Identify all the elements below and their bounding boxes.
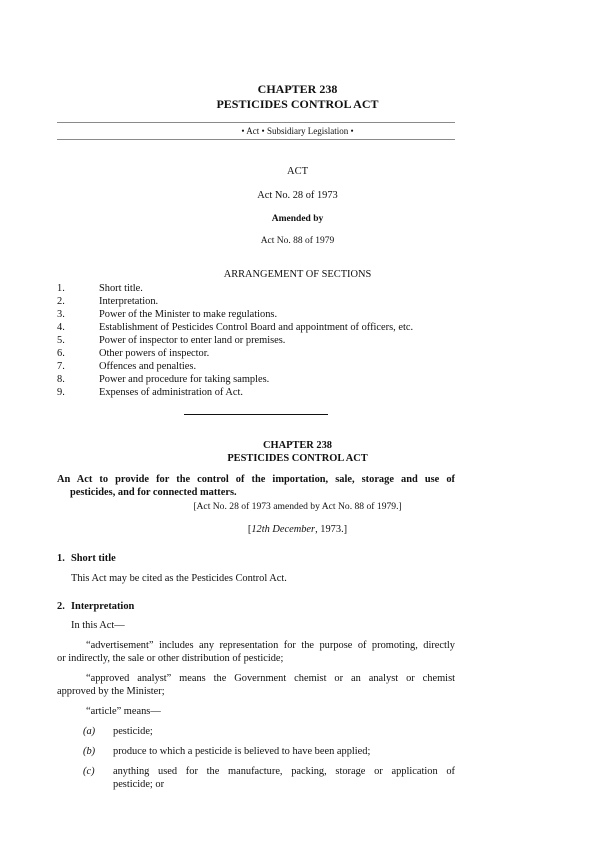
definition-article: “article” means— — [86, 706, 161, 717]
section-1-number: 1. — [57, 553, 65, 564]
body-chapter-heading: CHAPTER 238 — [263, 440, 332, 451]
section-number: 7. — [57, 361, 65, 372]
date-day: 12th December — [251, 524, 316, 535]
section-number: 2. — [57, 296, 65, 307]
section-link[interactable]: Expenses of administration of Act. — [99, 387, 243, 398]
act-heading: ACT — [287, 166, 308, 177]
section-link[interactable]: Power and procedure for taking samples. — [99, 374, 270, 385]
item-label: (c) — [83, 766, 95, 777]
section-link[interactable]: Power of inspector to enter land or premises. — [99, 335, 286, 346]
nav-bullet: • — [261, 126, 265, 136]
section-number: 8. — [57, 374, 65, 385]
commencement-date — [0, 524, 595, 535]
nav-bottom-divider — [57, 139, 455, 140]
nav-bullet: • — [350, 126, 354, 136]
definition-approved-analyst: “approved analyst” means the Government chemist or an analyst or chemist — [86, 673, 455, 684]
act-citation: [Act No. 28 of 1973 amended by Act No. 88 of 1979.] — [193, 501, 402, 512]
section-number: 9. — [57, 387, 65, 398]
item-text: anything used for the manufacture, packing, storage or application of — [113, 766, 455, 777]
act-number: Act No. 28 of 1973 — [257, 190, 338, 201]
section-1-text: This Act may be cited as the Pesticides Control Act. — [71, 573, 287, 584]
nav-link-act[interactable]: Act — [246, 126, 260, 136]
item-label: (b) — [83, 746, 96, 757]
nav-links — [0, 126, 595, 136]
section-number: 6. — [57, 348, 65, 359]
section-2-number: 2. — [57, 601, 65, 612]
chapter-heading: CHAPTER 238 — [257, 82, 338, 96]
section-link[interactable]: Interpretation. — [99, 296, 159, 307]
item-label: (a) — [83, 726, 96, 737]
body-act-title: PESTICIDES CONTROL ACT — [227, 453, 368, 464]
section-link[interactable]: Establishment of Pesticides Control Board and appointment of officers, etc. — [99, 322, 414, 333]
nav-bullet: • — [241, 126, 245, 136]
amended-by-label: Amended by — [271, 214, 324, 224]
item-text: produce to which a pesticide is believed to have been applied; — [113, 746, 371, 757]
arrangement-heading: ARRANGEMENT OF SECTIONS — [223, 269, 372, 280]
section-2-intro: In this Act— — [71, 620, 125, 631]
definition-advertisement: “advertisement” includes any representation for the purpose of promoting, directly — [86, 640, 455, 651]
section-link[interactable]: Power of the Minister to make regulations. — [99, 309, 278, 320]
section-number: 4. — [57, 322, 65, 333]
section-link[interactable]: Short title. — [99, 283, 143, 294]
section-2-heading: Interpretation — [71, 601, 135, 612]
section-link[interactable]: Other powers of inspector. — [99, 348, 210, 359]
long-title-line: An Act to provide for the control of the importation, sale, storage and use of — [57, 474, 455, 485]
date-bracket: [ — [247, 524, 252, 535]
act-title: PESTICIDES CONTROL ACT — [216, 97, 379, 111]
section-number: 5. — [57, 335, 65, 346]
section-1-heading: Short title — [71, 553, 116, 564]
nav-top-divider — [57, 122, 455, 123]
section-number: 1. — [57, 283, 65, 294]
section-link[interactable]: Offences and penalties. — [99, 361, 197, 372]
long-title-line: pesticides, and for connected matters. — [70, 487, 237, 498]
definition-advertisement-cont: or indirectly, the sale or other distribution of pesticide; — [57, 653, 284, 664]
amending-act: Act No. 88 of 1979 — [260, 236, 335, 246]
nav-link-subsidiary-legislation[interactable]: Subsidiary Legislation — [266, 126, 349, 136]
section-divider — [184, 414, 328, 415]
item-text-cont: pesticide; or — [113, 779, 165, 790]
definition-approved-analyst-cont: approved by the Minister; — [57, 686, 165, 697]
section-number: 3. — [57, 309, 65, 320]
date-year: , 1973.] — [315, 524, 348, 535]
item-text: pesticide; — [113, 726, 153, 737]
